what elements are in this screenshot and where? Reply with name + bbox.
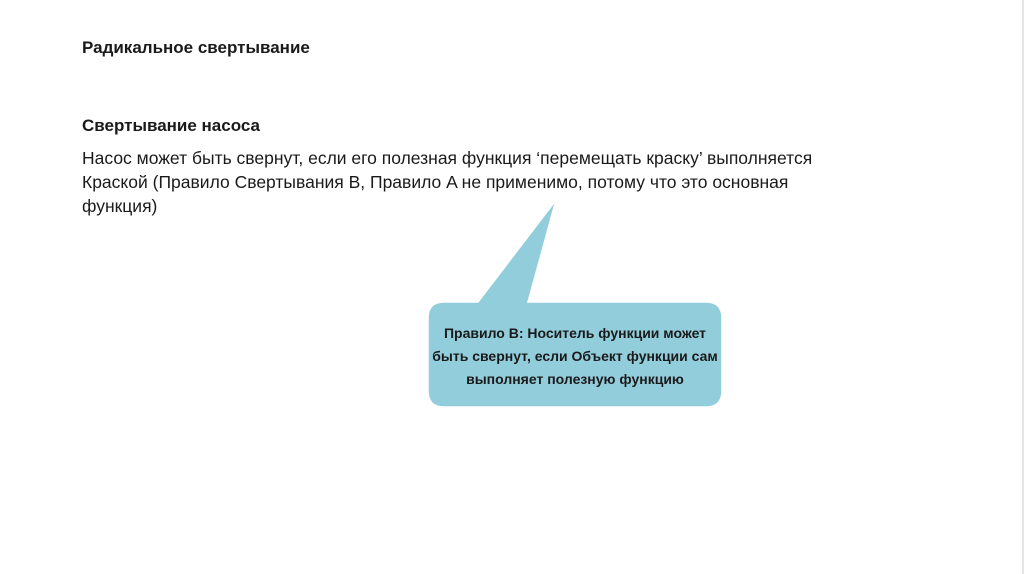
slide-title: Радикальное свертывание bbox=[82, 38, 310, 57]
slide-body-text: Насос может быть свернут, если его полезная функция ‘перемещать краску’ выполняется Краской (Правило Свертывания B, Правило A не применимо, потому что это основная функция) bbox=[82, 148, 813, 216]
slide-subtitle: Свертывание насоса bbox=[82, 116, 260, 135]
callout-text: Правило B: Носитель функции может быть свернут, если Объект функции сам выполняет полезную функцию bbox=[432, 324, 718, 387]
